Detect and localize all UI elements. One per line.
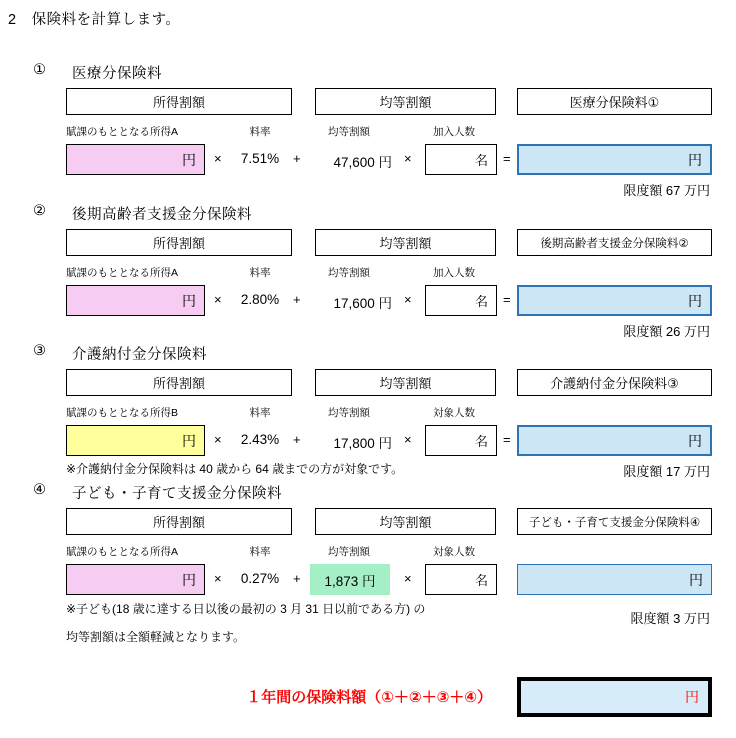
income-share-header: 所得割額	[66, 88, 292, 115]
section-title: 医療分保険料	[72, 66, 162, 82]
member-count-label: 加入人数	[433, 267, 475, 279]
yen-unit: 円	[182, 432, 196, 449]
income-share-header: 所得割額	[66, 229, 292, 256]
yen-unit: 円	[182, 151, 196, 168]
limit-note: 限度額 67 万円	[623, 183, 710, 198]
plus-operator: +	[293, 151, 301, 166]
rate-label: 料率	[249, 546, 271, 558]
annual-total-label: １年間の保険料額（①＋②＋③＋④）	[246, 689, 492, 706]
section-number: ④	[33, 482, 46, 498]
persons-unit: 名	[474, 153, 488, 168]
rate-value: 7.51%	[240, 151, 280, 166]
member-count-label: 加入人数	[433, 126, 475, 138]
per-capita-header: 均等割額	[315, 229, 496, 256]
per-capita-amount: 47,600 円	[333, 155, 392, 170]
yen-unit: 円	[685, 689, 699, 705]
per-capita-header: 均等割額	[315, 508, 496, 535]
member-count-box[interactable]	[425, 144, 497, 175]
member-count-box[interactable]	[425, 425, 497, 456]
section-number: ③	[33, 343, 46, 359]
income-input-box[interactable]	[66, 285, 205, 316]
multiply-operator: ×	[404, 571, 412, 586]
persons-unit: 名	[474, 294, 488, 309]
per-capita-amount: 17,600 円	[333, 296, 392, 311]
section-title: 後期高齢者支援金分保険料	[72, 207, 252, 223]
member-count-box[interactable]	[425, 285, 497, 316]
yen-unit: 円	[688, 432, 702, 449]
yen-unit: 円	[182, 292, 196, 309]
result-header: 子ども・子育て支援金分保険料④	[517, 508, 712, 535]
income-base-label: 賦課のもととなる所得A	[66, 126, 179, 138]
income-base-label: 賦課のもととなる所得A	[66, 267, 179, 279]
rate-value: 2.43%	[240, 432, 280, 447]
section-number: ①	[33, 62, 46, 78]
section-title: 子ども・子育て支援金分保険料	[72, 486, 282, 502]
per-capita-label: 均等割額	[328, 267, 370, 279]
yen-unit: 円	[688, 292, 702, 309]
income-input-box[interactable]	[66, 144, 205, 175]
plus-operator: +	[293, 292, 301, 307]
care-age-note: ※介護納付金分保険料は 40 歳から 64 歳までの方が対象です。	[66, 462, 404, 476]
member-count-label: 対象人数	[433, 546, 475, 558]
limit-note: 限度額 3 万円	[630, 611, 710, 626]
equals-operator: =	[503, 432, 511, 447]
page-title: 2 保険料を計算します。	[8, 12, 181, 28]
per-capita-label: 均等割額	[328, 126, 370, 138]
child-note-line2: 均等割額は全額軽減となります。	[66, 630, 246, 644]
limit-note: 限度額 17 万円	[623, 464, 710, 479]
rate-label: 料率	[249, 407, 271, 419]
rate-label: 料率	[249, 126, 271, 138]
annual-total-box[interactable]	[517, 677, 712, 717]
result-header: 後期高齢者支援金分保険料②	[517, 229, 712, 256]
plus-operator: +	[293, 432, 301, 447]
rate-value: 0.27%	[240, 571, 280, 586]
member-count-box[interactable]	[425, 564, 497, 595]
per-capita-label: 均等割額	[328, 546, 370, 558]
section-title: 介護納付金分保険料	[72, 347, 207, 363]
member-count-label: 対象人数	[433, 407, 475, 419]
multiply-operator: ×	[214, 151, 222, 166]
income-base-label: 賦課のもととなる所得B	[66, 407, 179, 419]
per-capita-amount: 1,873 円	[310, 564, 390, 595]
limit-note: 限度額 26 万円	[623, 324, 710, 339]
income-input-box[interactable]	[66, 425, 205, 456]
premium-result-box[interactable]	[517, 564, 712, 595]
per-capita-label: 均等割額	[328, 407, 370, 419]
yen-unit: 円	[689, 571, 703, 588]
per-capita-amount: 17,800 円	[333, 436, 392, 451]
multiply-operator: ×	[214, 571, 222, 586]
rate-value: 2.80%	[240, 292, 280, 307]
per-capita-header: 均等割額	[315, 369, 496, 396]
premium-result-box[interactable]	[517, 285, 712, 316]
multiply-operator: ×	[404, 151, 412, 166]
rate-label: 料率	[249, 267, 271, 279]
income-input-box[interactable]	[66, 564, 205, 595]
multiply-operator: ×	[214, 432, 222, 447]
per-capita-header: 均等割額	[315, 88, 496, 115]
result-header: 介護納付金分保険料③	[517, 369, 712, 396]
result-header: 医療分保険料①	[517, 88, 712, 115]
income-base-label: 賦課のもととなる所得A	[66, 546, 179, 558]
yen-unit: 円	[688, 151, 702, 168]
section-number: ②	[33, 203, 46, 219]
income-share-header: 所得割額	[66, 508, 292, 535]
equals-operator: =	[503, 151, 511, 166]
persons-unit: 名	[474, 573, 488, 588]
premium-result-box[interactable]	[517, 425, 712, 456]
income-share-header: 所得割額	[66, 369, 292, 396]
premium-result-box[interactable]	[517, 144, 712, 175]
yen-unit: 円	[182, 571, 196, 588]
multiply-operator: ×	[214, 292, 222, 307]
persons-unit: 名	[474, 434, 488, 449]
plus-operator: +	[293, 571, 301, 586]
multiply-operator: ×	[404, 292, 412, 307]
child-note-line1: ※子ども(18 歳に達する日以後の最初の 3 月 31 日以前である方) の	[66, 602, 426, 616]
equals-operator: =	[503, 292, 511, 307]
multiply-operator: ×	[404, 432, 412, 447]
